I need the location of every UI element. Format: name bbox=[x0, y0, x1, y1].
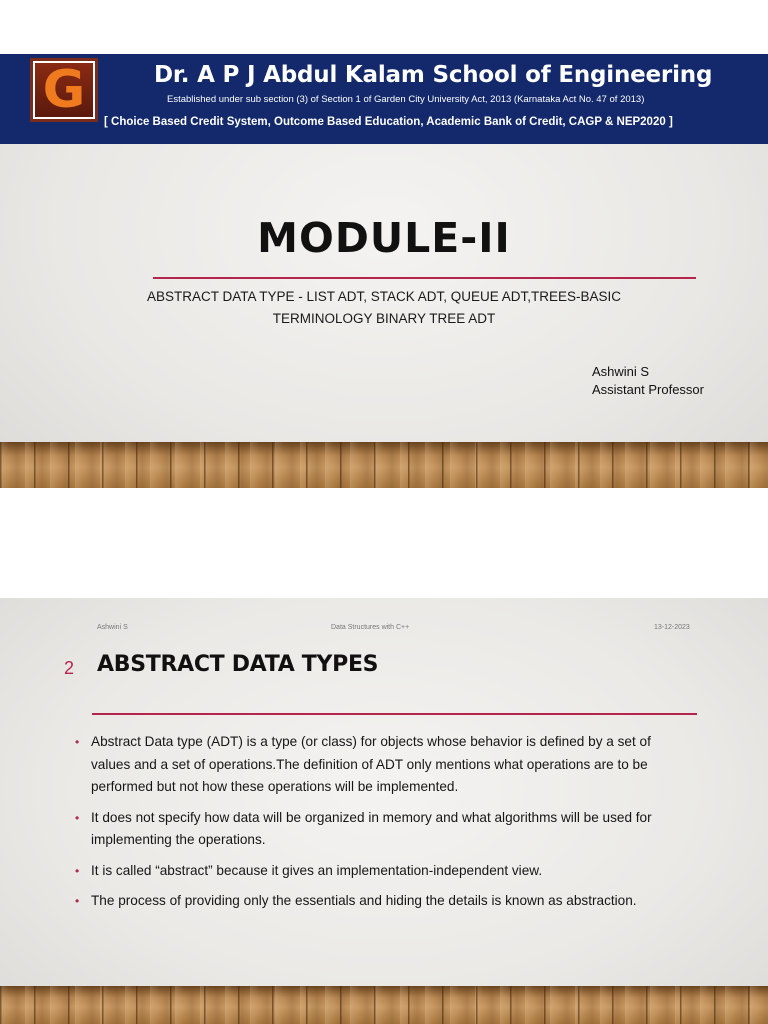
slide-header-course: Data Structures with C++ bbox=[331, 624, 410, 631]
slide-header-date: 13-12-2023 bbox=[654, 624, 690, 631]
title-divider bbox=[153, 277, 696, 279]
bullet-icon: • bbox=[75, 735, 80, 749]
bullet-text: It does not specify how data will be organized in memory and what algorithms will be used for implementing the operations. bbox=[91, 809, 652, 847]
module-subtitle bbox=[120, 286, 648, 330]
title-slide bbox=[0, 54, 768, 488]
bullet-item bbox=[75, 807, 690, 852]
logo-emblem bbox=[35, 60, 93, 120]
bullet-item bbox=[75, 860, 690, 883]
bullet-text: The process of providing only the essentials and hiding the details is known as abstraction. bbox=[91, 893, 637, 908]
wood-floor-decoration bbox=[0, 442, 768, 488]
bullet-icon: • bbox=[75, 810, 80, 825]
module-title: MODULE-II bbox=[257, 214, 511, 262]
author-name: Ashwini S bbox=[592, 364, 650, 379]
title-divider bbox=[92, 713, 697, 715]
wood-floor-decoration bbox=[0, 986, 768, 1024]
school-banner bbox=[0, 54, 768, 144]
established-note: Established under sub section (3) of Section 1 of Garden City University Act, 2013 (Karnataka Act No. 47 of 2013) bbox=[167, 94, 645, 105]
bullet-text: It is called “abstract” because it gives an implementation-independent view. bbox=[91, 862, 543, 878]
bullet-item bbox=[75, 890, 690, 913]
author-role: Assistant Professor bbox=[592, 382, 704, 397]
school-logo bbox=[30, 58, 98, 122]
content-slide bbox=[0, 598, 768, 1024]
subtitle-line-2: TERMINOLOGY BINARY TREE ADT bbox=[272, 311, 496, 326]
slide-title: ABSTRACT DATA TYPES bbox=[97, 652, 379, 677]
bullet-icon: • bbox=[75, 894, 80, 908]
school-name: Dr. A P J Abdul Kalam School of Engineering bbox=[154, 62, 713, 88]
author-block bbox=[592, 363, 704, 399]
slide-header-author: Ashwini S bbox=[97, 624, 128, 631]
bullet-icon: • bbox=[75, 863, 80, 878]
subtitle-line-1: ABSTRACT DATA TYPE - LIST ADT, STACK ADT, QUEUE ADT,TREES-BASIC bbox=[146, 289, 622, 304]
logo-letter: G bbox=[42, 60, 86, 120]
bullet-list bbox=[75, 731, 690, 921]
bullet-item bbox=[75, 731, 690, 799]
bullet-text: Abstract Data type (ADT) is a type (or class) for objects whose behavior is defined by a set of values and a set of operations.The definition of ADT only mentions what operations are to be performed but not how these operations will be implemented. bbox=[91, 734, 651, 794]
slide-number: 2 bbox=[64, 658, 75, 678]
credit-system-note: [ Choice Based Credit System, Outcome Based Education, Academic Bank of Credit, CAGP & NEP2020 ] bbox=[104, 116, 673, 128]
